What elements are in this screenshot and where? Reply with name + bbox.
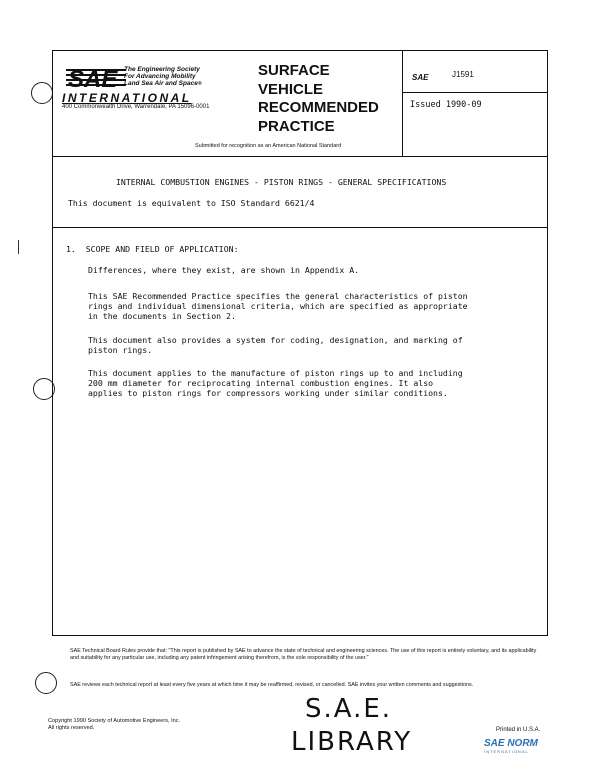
paragraph-appendix: Differences, where they exist, are shown in Appendix A. — [88, 265, 360, 275]
paragraph-coding: This document also provides a system for coding, designation, and marking of piston rings. — [88, 335, 463, 356]
margin-mark — [18, 240, 19, 254]
issued-date: Issued 1990-09 — [410, 100, 482, 110]
review-note: SAE reviews each technical report at least every five years at which time it may be reaffirmed, revised, or cancelled. SAE invites your written comments and suggestions. — [70, 682, 474, 688]
sae-norm-text: SAE NORM — [484, 738, 538, 749]
printed-in: Printed in U.S.A. — [496, 727, 541, 733]
copyright — [48, 718, 180, 732]
copyright-line: All rights reserved. — [48, 725, 95, 731]
title-line: PRACTICE — [258, 117, 335, 135]
copyright-line: Copyright 1990 Society of Automotive Engineers, Inc. — [48, 718, 181, 724]
document-number: J1591 — [452, 70, 474, 79]
punch-hole-top — [31, 82, 53, 104]
address: 400 Commonwealth Drive, Warrendale, PA 15096-0001 — [62, 104, 210, 110]
library-stamp-line1: S.A.E. — [305, 694, 393, 724]
submitted-note: Submitted for recognition as an American National Standard — [195, 143, 342, 149]
sae-label: SAE — [412, 73, 429, 82]
header-divider — [52, 156, 548, 157]
document-title: INTERNAL COMBUSTION ENGINES - PISTON RINGS - GENERAL SPECIFICATIONS — [116, 177, 447, 187]
title-line: VEHICLE — [258, 80, 324, 98]
docnum-divider — [402, 92, 548, 93]
society-name — [124, 66, 224, 88]
society-line: The Engineering Society — [124, 66, 200, 73]
title-line: SURFACE — [258, 62, 330, 79]
sae-logo-icon — [66, 66, 128, 90]
society-line: For Advancing Mobility — [124, 73, 196, 80]
registered-mark: ® — [197, 81, 202, 87]
punch-hole-bottom — [35, 672, 57, 694]
paragraph-general: This SAE Recommended Practice specifies the general characteristics of piston rings and individual dimensional criteria, which are specified as appropriate in the documents in Section 2. — [88, 291, 468, 322]
section-heading: 1. SCOPE AND FIELD OF APPLICATION: — [66, 244, 239, 254]
document-type-title — [258, 62, 408, 136]
sae-logo-text: SAE — [68, 66, 118, 90]
iso-equivalence: This document is equivalent to ISO Standard 6621/4 — [68, 198, 315, 208]
international-label: INTERNATIONAL — [62, 91, 192, 105]
sae-norm-logo — [484, 738, 538, 754]
sae-norm-subtext: INTERNATIONAL — [484, 749, 529, 754]
title-divider — [52, 227, 548, 228]
paragraph-applies: This document applies to the manufacture of piston rings up to and including 200 mm diameter for reciprocating internal combustion engines. It also applies to piston rings for compressors working under similar conditions. — [88, 368, 463, 399]
library-stamp-line2: LIBRARY — [291, 727, 413, 757]
title-line: RECOMMENDED — [258, 99, 379, 116]
society-line: Land Sea Air and Space® — [124, 80, 202, 87]
board-rules-note: SAE Technical Board Rules provide that: "This report is published by SAE to advance the state of technical and engineering sciences. The use of this report is entirely voluntary, and its applicability and suitability for any particular use, including any patent infringement arising therefrom, is the sole responsibility of the user." — [70, 648, 537, 661]
